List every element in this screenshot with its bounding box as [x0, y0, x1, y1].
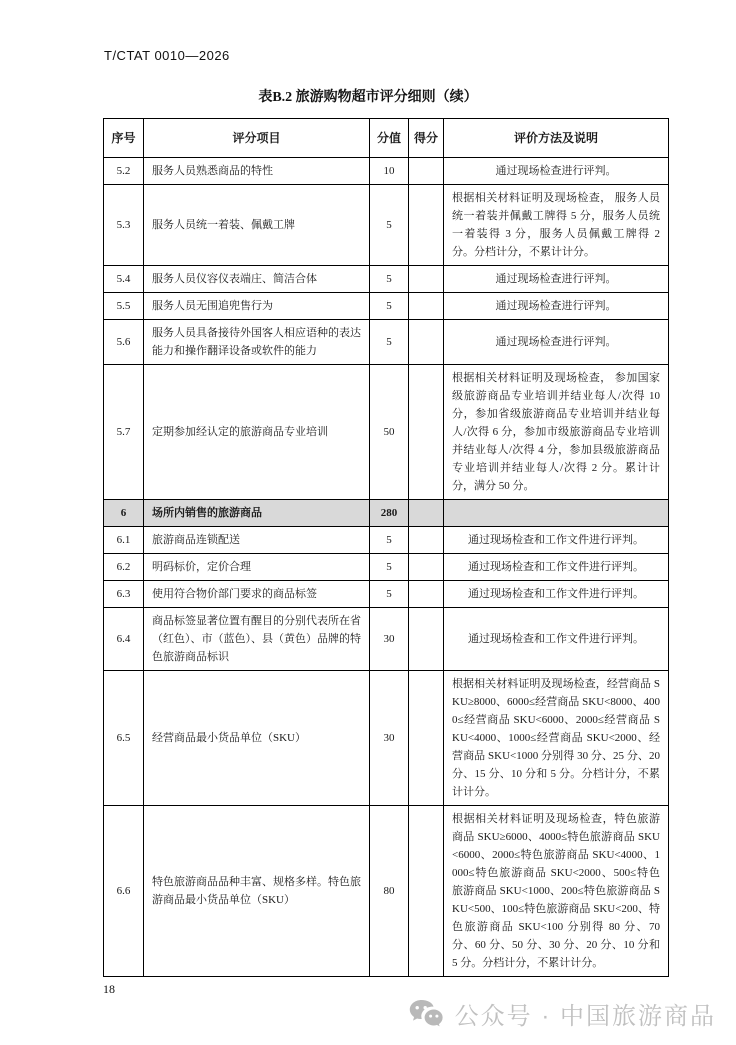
cell-score: 10: [370, 158, 409, 185]
doc-code: T/CTAT 0010—2026: [104, 48, 230, 63]
table-row: [104, 671, 669, 806]
table-row: [104, 554, 669, 581]
cell-method: 通过现场检查进行评判。: [444, 266, 669, 293]
cell-no: 6.6: [104, 806, 144, 977]
content-area: [103, 118, 668, 997]
cell-item: 服务人员无围追兜售行为: [144, 293, 370, 320]
cell-got: [409, 293, 444, 320]
cell-item: 定期参加经认定的旅游商品专业培训: [144, 365, 370, 500]
table-row: [104, 158, 669, 185]
cell-method: 根据相关材料证明及现场检查， 服务人员统一着装并佩戴工牌得 5 分，服务人员统一着装得 3 分，服务人员佩戴工牌得 2 分。分档计分，不累计计分。: [444, 185, 669, 266]
cell-item: 服务人员具备接待外国客人相应语种的表达能力和操作翻译设备或软件的能力: [144, 320, 370, 365]
table-body: [104, 158, 669, 977]
col-header-score: 分值: [370, 119, 409, 158]
cell-got: [409, 320, 444, 365]
cell-got: [409, 527, 444, 554]
table-row: [104, 581, 669, 608]
cell-score: 50: [370, 365, 409, 500]
cell-got: [409, 158, 444, 185]
cell-score: 5: [370, 554, 409, 581]
cell-no: 6.5: [104, 671, 144, 806]
table-title: 表B.2 旅游购物超市评分细则（续）: [258, 90, 478, 105]
cell-score: 5: [370, 320, 409, 365]
table-row: [104, 293, 669, 320]
cell-got: [409, 500, 444, 527]
cell-item: 特色旅游商品品种丰富、规格多样。特色旅游商品最小货品单位（SKU）: [144, 806, 370, 977]
cell-item: 服务人员仪容仪表端庄、简洁合体: [144, 266, 370, 293]
cell-no: 6.3: [104, 581, 144, 608]
cell-got: [409, 581, 444, 608]
cell-item: 服务人员统一着装、佩戴工牌: [144, 185, 370, 266]
cell-method: 根据相关材料证明及现场检查，经营商品 SKU≥8000、6000≤经营商品 SKU<8000、4000≤经营商品 SKU<6000、2000≤经营商品 SKU<4000、1000≤经营商品 SKU<2000、经营商品 SKU<1000 分别得 30 分、25 分、20 分、15 分、10 分和 5 分。分档计分，不累计计分。: [444, 671, 669, 806]
cell-method: 通过现场检查和工作文件进行评判。: [444, 554, 669, 581]
score-table: [103, 118, 669, 977]
table-row: [104, 320, 669, 365]
cell-method: 根据相关材料证明及现场检查，特色旅游商品 SKU≥6000、4000≤特色旅游商品 SKU<6000、2000≤特色旅游商品 SKU<4000、1000≤特色旅游商品 SKU<2000、500≤特色旅游商品 SKU<1000、200≤特色旅游商品 SKU<500、100≤特色旅游商品 SKU<200、特色旅游商品 SKU<100 分别得 80 分、70 分、60 分、50 分、30 分、20 分、10 分和 5 分。分档计分，不累计计分。: [444, 806, 669, 977]
cell-item: 场所内销售的旅游商品: [144, 500, 370, 527]
page-number: 18: [103, 982, 115, 996]
cell-no: 6.4: [104, 608, 144, 671]
cell-score: 5: [370, 527, 409, 554]
col-header-got: 得分: [409, 119, 444, 158]
table-row: [104, 365, 669, 500]
watermark: [409, 996, 716, 1031]
table-row: [104, 806, 669, 977]
cell-no: 5.7: [104, 365, 144, 500]
cell-score: 30: [370, 608, 409, 671]
watermark-text: 公众号 · 中国旅游商品: [454, 1003, 716, 1030]
cell-no: 5.2: [104, 158, 144, 185]
cell-method: 通过现场检查进行评判。: [444, 293, 669, 320]
cell-no: 5.5: [104, 293, 144, 320]
cell-score: 80: [370, 806, 409, 977]
cell-score: 280: [370, 500, 409, 527]
table-row: [104, 608, 669, 671]
cell-no: 6.1: [104, 527, 144, 554]
cell-method: 通过现场检查进行评判。: [444, 320, 669, 365]
cell-got: [409, 671, 444, 806]
cell-method: 通过现场检查进行评判。: [444, 158, 669, 185]
cell-item: 旅游商品连锁配送: [144, 527, 370, 554]
col-header-method: 评价方法及说明: [444, 119, 669, 158]
cell-got: [409, 608, 444, 671]
header-row: [104, 119, 669, 158]
cell-score: 30: [370, 671, 409, 806]
cell-got: [409, 806, 444, 977]
cell-item: 服务人员熟悉商品的特性: [144, 158, 370, 185]
cell-got: [409, 266, 444, 293]
col-header-item: 评分项目: [144, 119, 370, 158]
cell-item: 商品标签显著位置有醒目的分别代表所在省（红色）、市（蓝色）、县（黄色）品牌的特色旅游商品标识: [144, 608, 370, 671]
wechat-icon: [409, 999, 445, 1029]
cell-no: 6: [104, 500, 144, 527]
cell-no: 5.4: [104, 266, 144, 293]
table-row: [104, 266, 669, 293]
cell-method: 根据相关材料证明及现场检查， 参加国家级旅游商品专业培训并结业每人/次得 10 分，参加省级旅游商品专业培训并结业每人/次得 6 分，参加市级旅游商品专业培训并结业每人/次得 4 分，参加县级旅游商品专业培训并结业每人/次得 2 分。累计计分，满分 50 分。: [444, 365, 669, 500]
cell-score: 5: [370, 293, 409, 320]
cell-item: 明码标价，定价合理: [144, 554, 370, 581]
col-header-no: 序号: [104, 119, 144, 158]
cell-no: 5.3: [104, 185, 144, 266]
cell-score: 5: [370, 581, 409, 608]
table-header: [104, 119, 669, 158]
cell-method: 通过现场检查和工作文件进行评判。: [444, 527, 669, 554]
cell-score: 5: [370, 185, 409, 266]
cell-item: 经营商品最小货品单位（SKU）: [144, 671, 370, 806]
cell-no: 5.6: [104, 320, 144, 365]
cell-method: 通过现场检查和工作文件进行评判。: [444, 608, 669, 671]
cell-no: 6.2: [104, 554, 144, 581]
table-row: [104, 527, 669, 554]
cell-item: 使用符合物价部门要求的商品标签: [144, 581, 370, 608]
cell-got: [409, 554, 444, 581]
table-row: [104, 185, 669, 266]
cell-score: 5: [370, 266, 409, 293]
cell-method: [444, 500, 669, 527]
cell-got: [409, 365, 444, 500]
cell-method: 通过现场检查和工作文件进行评判。: [444, 581, 669, 608]
table-row: [104, 500, 669, 527]
cell-got: [409, 185, 444, 266]
